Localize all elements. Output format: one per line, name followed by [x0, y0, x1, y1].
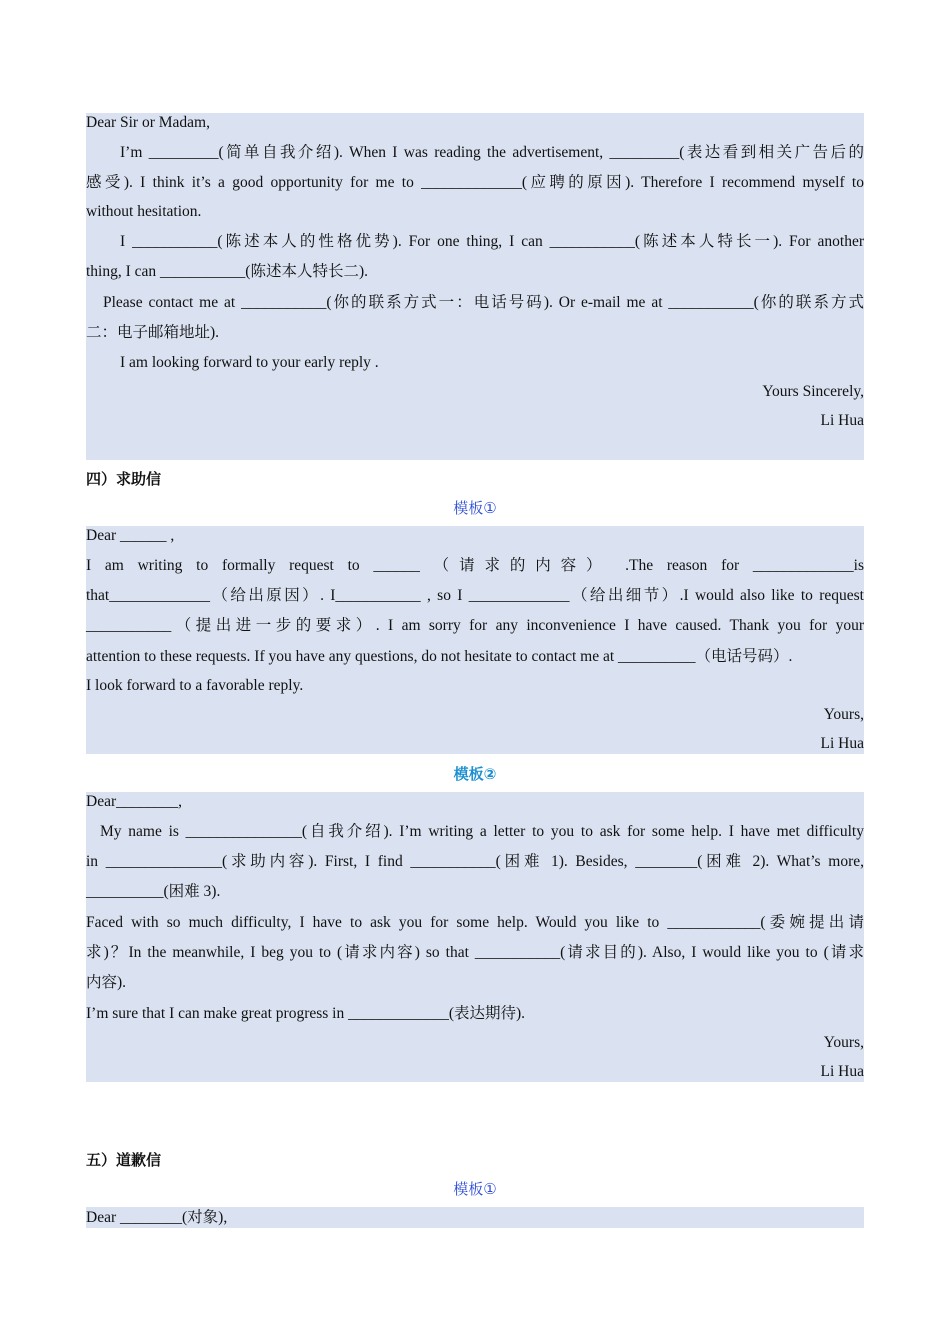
letter-line: I ___________(陈述本人的性格优势). For one thing, I can ___________(陈述本人特长一). For another — [120, 233, 864, 250]
letter-closing: Yours Sincerely, — [762, 383, 864, 400]
letter-line: I’m sure that I can make great progress in _____________(表达期待). — [86, 1005, 526, 1022]
letter-line: in _______________(求助内容). First, I find ___________(困难 1). Besides, ________(困难 2). What’s more, — [86, 853, 864, 870]
letter-line: ___________（提出进一步的要求）. I am sorry for any inconvenience I have caused. Thank you for your — [86, 617, 864, 634]
letter-line: I’m _________(简单自我介绍). When I was reading the advertisement, _________(表达看到相关广告后的 — [120, 144, 864, 161]
letter-line: 求)？In the meanwhile, I beg you to (请求内容) so that ___________(请求目的). Also, I would like you to (请求 — [86, 944, 864, 961]
letter-line: 二：电子邮箱地址). — [86, 324, 220, 341]
section-heading: 四）求助信 — [86, 470, 162, 488]
letter-line: 感受). I think it’s a good opportunity for me to _____________(应聘的原因). Therefore I recommend myself to — [86, 174, 864, 191]
letter-salutation: Dear Sir or Madam, — [86, 114, 210, 131]
letter-line: without hesitation. — [86, 203, 202, 220]
letter-signature: Li Hua — [820, 735, 864, 752]
letter-salutation: Dear ________(对象), — [86, 1209, 228, 1226]
letter-line: that_____________（给出原因）. I___________ , so I _____________（给出细节）.I would also like to request — [86, 587, 864, 604]
letter-salutation: Dear________, — [86, 793, 182, 810]
section-heading: 五）道歉信 — [86, 1151, 162, 1169]
template-label: 模板② — [453, 765, 497, 783]
letter-line: My name is _______________(自我介绍). I’m writing a letter to you to ask for some help. I have met difficulty — [100, 823, 864, 840]
letter-line: I am writing to formally request to ______ （请求的内容） .The reason for _____________is — [86, 557, 864, 574]
letter-line: I look forward to a favorable reply. — [86, 677, 304, 694]
letter-signature: Li Hua — [820, 1063, 864, 1080]
template-label: 模板① — [453, 499, 497, 517]
letter-signature: Li Hua — [820, 412, 864, 429]
template-label: 模板① — [453, 1180, 497, 1198]
letter-closing: Yours, — [823, 1034, 864, 1051]
letter-line: 内容). — [86, 974, 127, 991]
letter-line: I am looking forward to your early reply . — [120, 354, 379, 371]
letter-line: Please contact me at ___________(你的联系方式一：电话号码). Or e-mail me at ___________(你的联系方式 — [103, 294, 864, 311]
letter-line: __________(困难 3). — [86, 883, 221, 900]
letter-line: Faced with so much difficulty, I have to ask you for some help. Would you like to ____________(委婉提出请 — [86, 914, 864, 931]
letter-closing: Yours, — [823, 706, 864, 723]
letter-line: attention to these requests. If you have any questions, do not hesitate to contact me at __________（电话号码）. — [86, 648, 793, 665]
letter-salutation: Dear ______ , — [86, 527, 175, 544]
letter-line: thing, I can ___________(陈述本人特长二). — [86, 263, 368, 280]
